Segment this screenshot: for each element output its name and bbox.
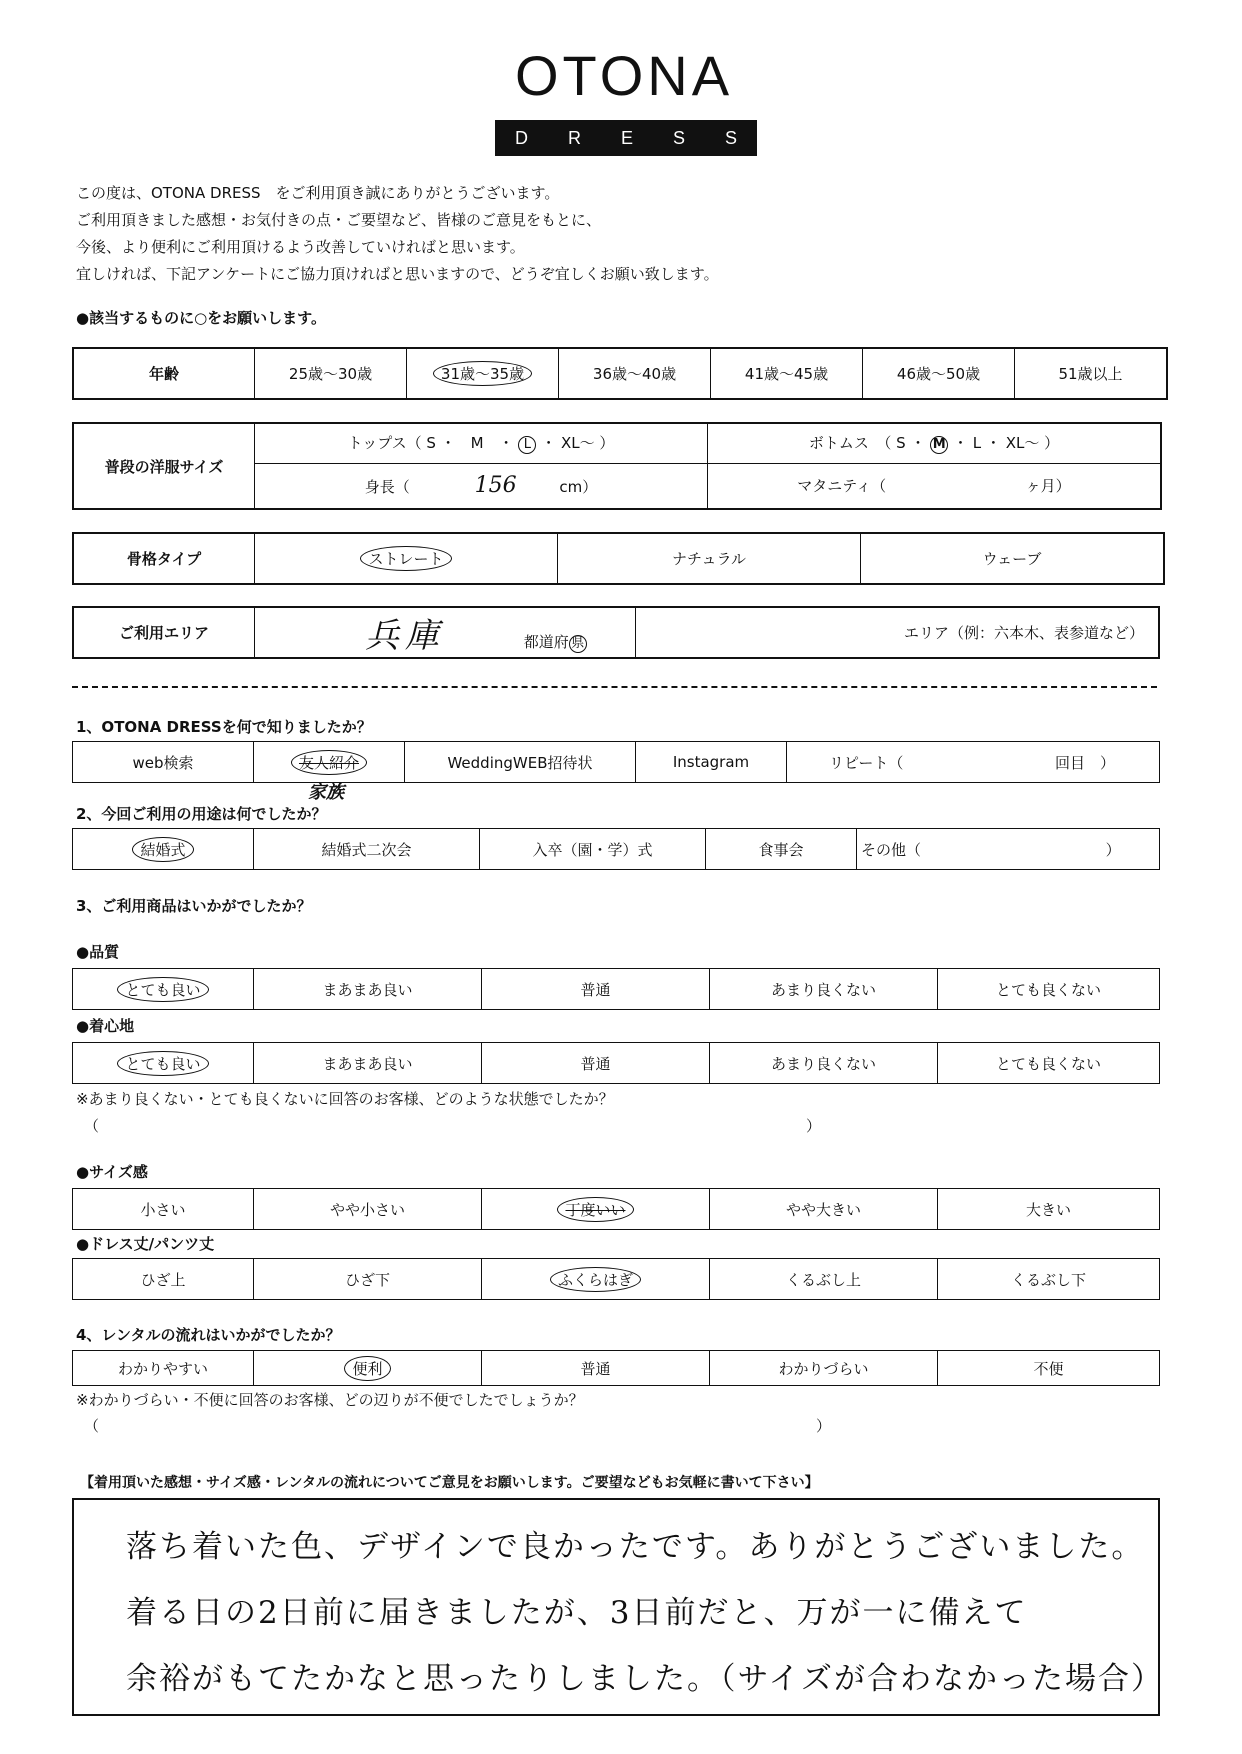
q2-option[interactable]: 結婚式二次会	[254, 829, 480, 870]
repeat-label: リピート（	[829, 753, 904, 772]
fit-label: ●サイズ感	[76, 1163, 148, 1181]
comment-line: 落ち着いた色、デザインで良かったです。ありがとうございました。	[126, 1529, 1145, 1565]
q3-note-close: ）	[806, 1117, 822, 1135]
prefecture-prefix: 都道府	[523, 633, 569, 651]
other-close: ）	[1105, 840, 1121, 859]
q1-repeat-field[interactable]	[787, 742, 1160, 783]
repeat-unit: 回目 ）	[1054, 753, 1115, 772]
prefecture-value: 兵庫	[365, 616, 445, 656]
age-option[interactable]: 46歳～50歳	[863, 348, 1015, 399]
area-table	[72, 606, 1160, 659]
area-example-field[interactable]: エリア（例：六本木、表参道など）	[636, 607, 1160, 658]
comfort-option[interactable]: とても良くない	[938, 1043, 1160, 1084]
body-type-table	[72, 532, 1165, 585]
q3-title: 3、ご利用商品はいかがでしたか？	[76, 897, 312, 915]
fit-option[interactable]: 小さい	[73, 1189, 254, 1230]
fit-option[interactable]: やや小さい	[254, 1189, 482, 1230]
comfort-option-selected[interactable]	[73, 1043, 254, 1084]
q1-title: 1、OTONA DRESSを何で知りましたか？	[76, 718, 372, 736]
q4-note-close: ）	[816, 1417, 832, 1435]
length-option-selected[interactable]	[482, 1259, 710, 1300]
circle-instruction: ●該当するものに○をお願いします。	[76, 309, 326, 327]
q4-table	[72, 1350, 1160, 1386]
body-type-option[interactable]: ナチュラル	[558, 533, 861, 584]
selection-circle: 31歳～35歳	[433, 361, 532, 386]
q2-option-selected[interactable]	[73, 829, 254, 870]
fit-table	[72, 1188, 1160, 1230]
age-option[interactable]: 36歳～40歳	[559, 348, 711, 399]
q4-option[interactable]: 不便	[938, 1351, 1160, 1386]
quality-table	[72, 968, 1160, 1010]
q4-note: ※わかりづらい・不便に回答のお客様、どの辺りが不便でしたでしょうか？	[76, 1391, 584, 1409]
comfort-table	[72, 1042, 1160, 1084]
selection-circle: 丁度いい	[557, 1197, 633, 1222]
age-option[interactable]: 41歳～45歳	[711, 348, 863, 399]
fit-option-selected[interactable]	[482, 1189, 710, 1230]
height-unit: cm）	[559, 478, 598, 497]
age-label: 年齢	[73, 348, 255, 399]
height-label: 身長（	[364, 478, 410, 497]
bottoms-size[interactable]	[708, 423, 1162, 463]
quality-option[interactable]: 普通	[482, 969, 710, 1010]
intro-line: 宜しければ、下記アンケートにご協力頂ければと思いますので、どうぞ宜しくお願い致します。	[76, 265, 719, 283]
height-field[interactable]	[255, 463, 708, 509]
q2-option[interactable]: 食事会	[706, 829, 857, 870]
q1-option[interactable]: Instagram	[636, 742, 787, 783]
comfort-option[interactable]: 普通	[482, 1043, 710, 1084]
length-option[interactable]: ひざ下	[254, 1259, 482, 1300]
q2-table	[72, 828, 1160, 870]
prefecture-field[interactable]	[255, 607, 636, 658]
quality-option[interactable]: とても良くない	[938, 969, 1160, 1010]
logo-letter: E	[620, 127, 633, 148]
q3-note-open: （	[84, 1117, 100, 1135]
quality-option[interactable]: あまり良くない	[710, 969, 938, 1010]
q1-option[interactable]: web検索	[73, 742, 254, 783]
comfort-label: ●着心地	[76, 1017, 135, 1035]
size-table	[72, 422, 1162, 510]
other-label: その他（	[861, 840, 922, 859]
bottoms-prefix: ボトムス （ S ・	[808, 434, 926, 453]
intro-line: この度は、OTONA DRESS をご利用頂き誠にありがとうございます。	[76, 184, 560, 202]
q4-note-open: （	[84, 1417, 100, 1435]
comments-box[interactable]	[72, 1498, 1165, 1716]
fit-option[interactable]: 大きい	[938, 1189, 1160, 1230]
length-label: ●ドレス丈/パンツ丈	[76, 1235, 215, 1253]
comments-heading: 【着用頂いた感想・サイズ感・レンタルの流れについてご意見をお願いします。ご要望などもお気軽に書いて下さい】	[80, 1475, 819, 1491]
tops-prefix: トップス（ S ・ M ・	[347, 434, 514, 453]
tops-size[interactable]	[255, 423, 708, 463]
quality-label: ●品質	[76, 943, 120, 961]
size-label: 普段の洋服サイズ	[73, 423, 255, 509]
q1-table	[72, 741, 1160, 783]
area-label: ご利用エリア	[73, 607, 255, 658]
age-option[interactable]: 25歳～30歳	[255, 348, 407, 399]
q4-option-selected[interactable]	[254, 1351, 482, 1386]
length-option[interactable]: くるぶし下	[938, 1259, 1160, 1300]
quality-option-selected[interactable]	[73, 969, 254, 1010]
body-type-option[interactable]: ウェーブ	[861, 533, 1165, 584]
body-type-option-selected[interactable]	[255, 533, 558, 584]
intro-text	[76, 180, 719, 288]
comment-line: 着る日の2日前に届きましたが、3日前だと、万が一に備えて	[126, 1595, 1028, 1631]
quality-option[interactable]: まあまあ良い	[254, 969, 482, 1010]
tops-suffix: ・ XL～ ）	[541, 434, 615, 453]
logo-letter: R	[567, 127, 581, 148]
logo-letter: S	[724, 127, 737, 148]
bottoms-selected: M	[930, 436, 948, 454]
maternity-field[interactable]	[708, 463, 1162, 509]
selection-circle: とても良い	[117, 977, 208, 1002]
bottoms-suffix: ・ L ・ XL～ ）	[953, 434, 1060, 453]
length-option[interactable]: くるぶし上	[710, 1259, 938, 1300]
section-divider	[72, 686, 1157, 688]
selection-circle: とても良い	[117, 1051, 208, 1076]
prefecture-selected: 県	[569, 635, 587, 653]
intro-line: ご利用頂きました感想・お気付きの点・ご要望など、皆様のご意見をもとに、	[76, 211, 602, 229]
selection-circle: 便利	[344, 1356, 390, 1381]
logo-letter: S	[672, 127, 685, 148]
q1-option-selected[interactable]	[254, 742, 405, 783]
logo-dress-bar	[495, 120, 757, 156]
fit-option[interactable]: やや大きい	[710, 1189, 938, 1230]
length-table	[72, 1258, 1160, 1300]
selection-circle: 結婚式	[132, 837, 193, 862]
body-type-label: 骨格タイプ	[73, 533, 255, 584]
q1-handwritten-note: 家族	[308, 782, 344, 803]
selection-circle: ストレート	[360, 546, 451, 571]
comment-line: 余裕がもてたかなと思ったりしました。（サイズが合わなかった場合）	[126, 1661, 1165, 1697]
height-value: 156	[474, 473, 517, 499]
intro-line: 今後、より便利にご利用頂けるよう改善していければと思います。	[76, 238, 525, 256]
q4-option[interactable]: わかりやすい	[73, 1351, 254, 1386]
q4-title: 4、レンタルの流れはいかがでしたか？	[76, 1326, 341, 1344]
comfort-option[interactable]: まあまあ良い	[254, 1043, 482, 1084]
maternity-unit: ヶ月）	[1025, 477, 1071, 496]
logo-otona: OTONA	[514, 44, 734, 107]
logo-letter: D	[514, 127, 528, 148]
tops-selected: L	[518, 436, 536, 454]
length-option[interactable]: ひざ上	[73, 1259, 254, 1300]
q2-option[interactable]: 入卒（園・学）式	[480, 829, 706, 870]
age-table	[72, 347, 1168, 400]
q2-title: 2、今回ご利用の用途は何でしたか？	[76, 805, 327, 823]
selection-circle: 友人紹介	[291, 750, 367, 775]
q4-option[interactable]: わかりづらい	[710, 1351, 938, 1386]
q1-option[interactable]: WeddingWEB招待状	[405, 742, 636, 783]
q3-note: ※あまり良くない・とても良くないに回答のお客様、どのような状態でしたか？	[76, 1090, 614, 1108]
age-option[interactable]: 51歳以上	[1015, 348, 1168, 399]
maternity-label: マタニティ（	[797, 477, 887, 496]
q4-option[interactable]: 普通	[482, 1351, 710, 1386]
q2-other-field[interactable]	[857, 829, 1160, 870]
age-option-selected[interactable]	[407, 348, 559, 399]
comfort-option[interactable]: あまり良くない	[710, 1043, 938, 1084]
selection-circle: ふくらはぎ	[550, 1267, 641, 1292]
